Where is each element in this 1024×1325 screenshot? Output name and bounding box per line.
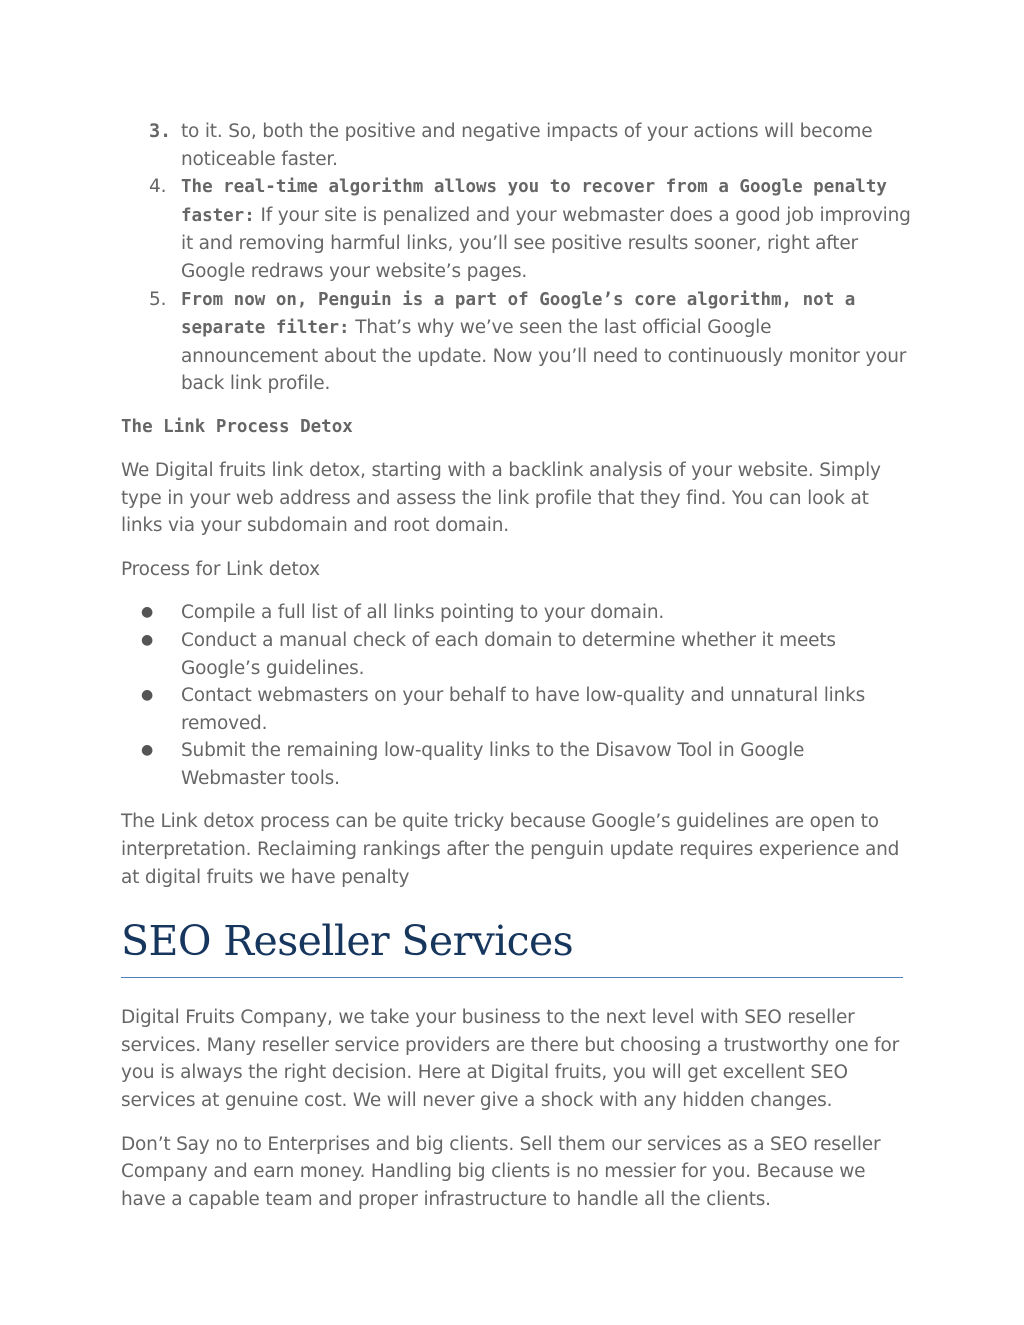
- list-item-text: If your site is penalized and your webmaster does a good job improving it and removing harmful links, you’ll see positive results sooner, right after Google redraws your website’s pages.: [181, 204, 911, 282]
- bullet-icon: ●: [141, 687, 154, 704]
- list-item-bold-lead: From now on, Penguin is a part of Google’s core algorithm, not a separate filter:: [181, 289, 856, 339]
- bullet-icon: ●: [141, 742, 154, 759]
- list-item-text: That’s why we’ve seen the last official Google announcement about the update. Now you’ll need to continuously monitor your back link profile.: [181, 317, 907, 395]
- list-number: 4.: [149, 176, 167, 198]
- bullet-list: [121, 599, 911, 792]
- numbered-list: [121, 118, 911, 398]
- bullet-text: Conduct a manual check of each domain to determine whether it meets Google’s guidelines.: [181, 629, 836, 679]
- bullet-text: Contact webmasters on your behalf to have low-quality and unnatural links removed.: [181, 685, 866, 734]
- paragraph-intro: We Digital fruits link detox, starting with a backlink analysis of your website. Simply type in your web address and assess the link profile that they find. You can look at links via your subdomain and root domain.: [121, 459, 881, 537]
- bullet-icon: ●: [141, 604, 154, 621]
- list-item: [121, 599, 911, 627]
- list-item: [121, 682, 911, 737]
- list-item: [121, 286, 911, 398]
- list-item-text: to it. So, both the positive and negative impacts of your actions will become noticeable faster.: [181, 121, 873, 170]
- list-item: [121, 737, 911, 792]
- paragraph-process-title: Process for Link detox: [121, 558, 320, 580]
- bullet-text: Compile a full list of all links pointing to your domain.: [181, 602, 665, 624]
- bullet-text: Submit the remaining low-quality links to the Disavow Tool in Google Webmaster tools.: [181, 740, 805, 789]
- list-item: [121, 118, 911, 173]
- document-page: [121, 118, 911, 1213]
- paragraph-reseller-2: Don’t Say no to Enterprises and big clients. Sell them our services as a SEO reseller Company and earn money. Handling big clients is no messier for you. Because we have a capable team and proper infrastructure to handle all the clients.: [121, 1133, 881, 1210]
- paragraph-closing: The Link detox process can be quite tricky because Google’s guidelines are open to interpretation. Reclaiming rankings after the penguin update requires experience and at digital fruits we have penalty: [121, 811, 900, 888]
- section-title: SEO Reseller Services: [121, 917, 574, 966]
- list-item: [121, 627, 911, 682]
- title-underline: [121, 977, 903, 978]
- list-number: 5.: [149, 288, 167, 310]
- list-item: [121, 173, 911, 285]
- section-subheading: The Link Process Detox: [121, 416, 353, 437]
- bullet-icon: ●: [141, 631, 154, 648]
- list-number: 3.: [149, 121, 171, 142]
- paragraph-reseller-1: Digital Fruits Company, we take your business to the next level with SEO reseller services. Many reseller service providers are there but choosing a trustworthy one for you is always the right decision. Here at Digital fruits, you will get excellent SEO services at genuine cost. We will never give a shock with any hidden changes.: [121, 1007, 900, 1112]
- list-item-bold-lead: The real-time algorithm allows you to recover from a Google penalty faster:: [181, 177, 887, 226]
